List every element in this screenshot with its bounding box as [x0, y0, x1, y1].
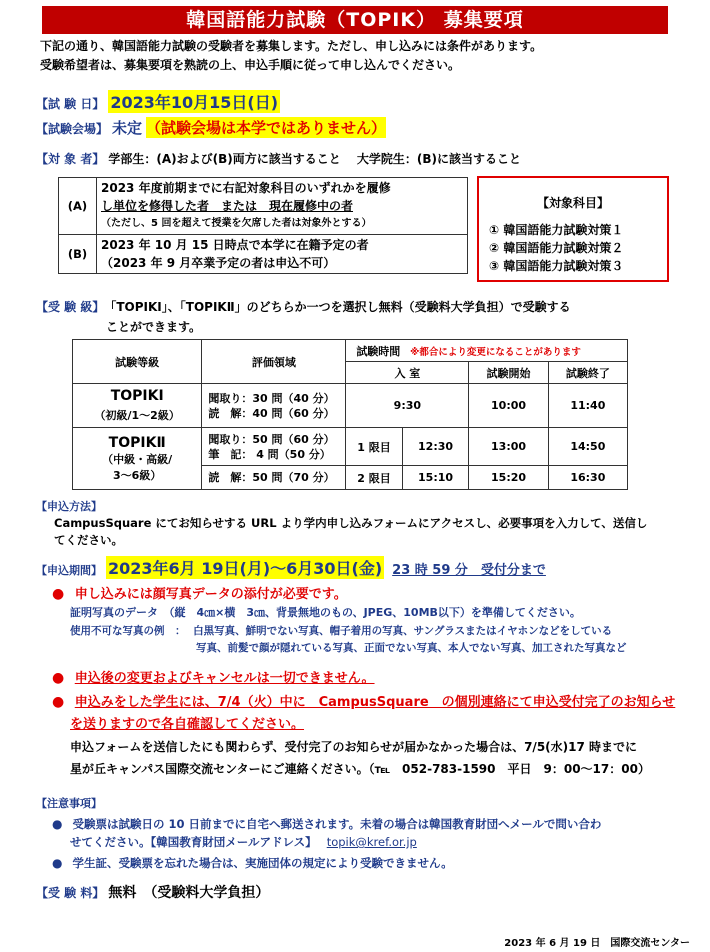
level-label: 【受 験 級】 — [36, 300, 105, 314]
notes-row — [36, 795, 102, 811]
topik1-area — [202, 384, 346, 428]
venue-note: （試験会場は本学ではありません） — [146, 119, 387, 137]
table-row — [59, 178, 468, 235]
page-title: 韓国語能力試験（TOPIK） 募集要項 — [42, 6, 668, 34]
schedule-header-level: 試験等級 — [73, 340, 202, 384]
footer-date: 2023 年 6 月 19 日 国際交流センター — [504, 938, 690, 949]
topik2-entry-2: 15:10 — [402, 466, 469, 490]
period-tail: 23 時 59 分 受付分まで — [392, 563, 546, 578]
intro-line-1: 下記の通り、韓国語能力試験の受験者を募集します。ただし、申し込みには条件があります。 — [40, 39, 543, 53]
photo-ng-2: 写真、前髪で顔が隠れている写真、正面でない写真、本人でない写真、加工された写真など — [196, 642, 627, 654]
period-row — [36, 556, 546, 579]
photo-row — [52, 583, 347, 602]
confirm-text-1: 申込みをした学生には、7/4（火）中に CampusSquare の個別連絡にて申込受付完了のお知らせ — [74, 695, 676, 710]
intro-line-2: 受験希望者は、募集要項を熟読の上、申込手順に従って申し込んでください。 — [40, 58, 461, 72]
fee-value: 無料 （受験料大学負担） — [108, 885, 270, 901]
level-text-2: ことができます。 — [106, 320, 202, 334]
topik2-area-a — [202, 428, 346, 466]
topik2-start-2: 15:20 — [469, 466, 548, 490]
topik2-area-1: 聞取り：50 問（60 分） — [208, 432, 335, 446]
topik2-sub-1: （中級・高級/ — [102, 452, 173, 466]
bullet-icon: ● — [52, 586, 65, 602]
topik2-area-2: 筆 記： 4 問（50 分） — [208, 447, 331, 461]
exam-date-value: 2023年10月15日(日) — [108, 90, 280, 113]
fee-row — [36, 882, 269, 902]
note-1b-text: せてください。【韓国教育財団メールアドレス】 — [70, 835, 317, 849]
topik2-end-1: 14:50 — [548, 428, 627, 466]
method-text-1: CampusSquare にてお知らせする URL より学内申し込みフォームにアクセスし、必要事項を入力して、送信し — [54, 516, 648, 530]
topik2-sub-2: 3～6級） — [113, 468, 162, 482]
confirm-text-4: 星が丘キャンパス国際交流センターにご連絡ください。（℡ 052-783-1590 平日 9：00～17：00） — [70, 762, 650, 776]
topik1-sub: （初級/1～2級） — [94, 409, 180, 422]
topik2-entry-1: 12:30 — [402, 428, 469, 466]
confirm-text-2: を送りますので各自確認してください。 — [70, 717, 305, 732]
bullet-icon: ● — [52, 856, 63, 870]
table-row — [73, 384, 628, 428]
table-row — [59, 235, 468, 274]
level-row — [36, 298, 571, 315]
fee-label: 【受 験 料】 — [36, 886, 105, 900]
venue-label: 【試験会場】 — [36, 122, 109, 136]
confirm-row — [52, 691, 675, 710]
subject-item: ① 韓国語能力試験対策１ — [489, 223, 624, 237]
target-a-line-1: 2023 年度前期までに右記対象科目のいずれかを履修 — [101, 181, 391, 195]
note-1-row — [52, 816, 601, 832]
topik1-entry: 9:30 — [346, 384, 469, 428]
target-desc-b — [97, 235, 468, 274]
schedule-table — [72, 339, 628, 490]
level-text-1: 「TOPIKⅠ」、「TOPIKⅡ」のどちらか一つを選択し無料（受験料大学負担）で受験する — [104, 300, 571, 314]
topik1-name: TOPIKⅠ — [110, 388, 164, 404]
bullet-icon: ● — [52, 670, 65, 686]
photo-main: 申し込みには顔写真データの添付が必要です。 — [74, 587, 347, 602]
photo-ng-label: 使用不可な写真の例 ： — [70, 625, 186, 637]
topik2-area-b: 読 解：50 問（70 分） — [202, 466, 346, 490]
table-row — [73, 340, 628, 362]
note-1-text: 受験票は試験日の 10 日前までに自宅へ郵送されます。未着の場合は韓国教育財団へメールで問い合わ — [72, 817, 602, 831]
topik2-end-2: 16:30 — [548, 466, 627, 490]
method-row — [36, 498, 102, 514]
target-b-line-2: （2023 年 9 月卒業予定の者は申込不可） — [101, 256, 336, 270]
schedule-note: ※都合により変更になることがあります — [410, 346, 581, 358]
notes-label: 【注意事項】 — [36, 797, 102, 810]
target-a-line-3: （ただし、5 回を超えて授業を欠席した者は対象外とする） — [101, 218, 372, 229]
photo-ng-row — [70, 623, 612, 638]
topik2-start-1: 13:00 — [469, 428, 548, 466]
target-key-b: (B) — [59, 235, 97, 274]
topik1-area-1: 聞取り：30 問（40 分） — [208, 391, 335, 405]
schedule-header-entry: 入 室 — [346, 362, 469, 384]
subject-item: ③ 韓国語能力試験対策３ — [489, 259, 624, 273]
photo-spec: 証明写真のデータ （縦 4㎝×横 3㎝、背景無地のもの、JPEG、10MB以下）を準備してください。 — [70, 606, 581, 619]
note-2-text: 学生証、受験票を忘れた場合は、実施団体の規定により受験できません。 — [72, 856, 453, 870]
eligible-text: 学部生：(A)および(B)両方に該当すること 大学院生：(B)に該当すること — [108, 152, 522, 166]
nochange-row — [52, 667, 375, 686]
schedule-header-start: 試験開始 — [469, 362, 548, 384]
exam-date-label: 【試 験 日】 — [36, 97, 105, 111]
topik1-start: 10:00 — [469, 384, 548, 428]
eligible-label: 【対 象 者】 — [36, 152, 105, 166]
topik2-level — [73, 428, 202, 490]
eligible-row — [36, 150, 521, 167]
target-table — [58, 177, 468, 274]
bullet-icon: ● — [52, 694, 65, 710]
topik1-area-2: 読 解：40 問（60 分） — [208, 406, 335, 420]
schedule-header-area: 評価領域 — [202, 340, 346, 384]
subjects-box — [477, 176, 669, 282]
period-value: 2023年6月 19日(月)～6月30日(金) — [106, 556, 384, 579]
confirm-text-3: 申込フォームを送信したにも関わらず、受付完了のお知らせが届かなかった場合は、7/5(水)17 時までに — [70, 740, 638, 754]
period-label: 【申込期間】 — [36, 564, 102, 577]
target-b-line-1: 2023 年 10 月 15 日時点で本学に在籍予定の者 — [101, 238, 369, 252]
email-link[interactable]: topik@kref.or.jp — [326, 835, 417, 849]
schedule-header-end: 試験終了 — [548, 362, 627, 384]
target-desc-a — [97, 178, 468, 235]
venue-value: 未定 — [112, 119, 143, 137]
note-2-row — [52, 855, 453, 871]
bullet-icon: ● — [52, 817, 63, 831]
topik2-period-1: 1 限目 — [346, 428, 402, 466]
venue-row — [36, 117, 386, 138]
topik1-end: 11:40 — [548, 384, 627, 428]
schedule-header-time — [346, 340, 628, 362]
note-1b-row — [70, 834, 417, 850]
topik2-period-2: 2 限目 — [346, 466, 402, 490]
subject-item: ② 韓国語能力試験対策２ — [489, 241, 624, 255]
target-key-a: (A) — [59, 178, 97, 235]
table-row — [73, 428, 628, 466]
target-a-line-2 — [101, 197, 463, 215]
topik2-name: TOPIKⅡ — [108, 434, 166, 451]
schedule-header-time-label: 試験時間 — [356, 344, 401, 358]
nochange-text: 申込後の変更およびキャンセルは一切できません。 — [74, 671, 375, 686]
topik1-level — [73, 384, 202, 428]
target-a-line-2-text: し単位を修得した者 または 現在履修中の者 — [101, 199, 354, 213]
method-label: 【申込方法】 — [36, 500, 102, 513]
photo-ng-1: 白黒写真、鮮明でない写真、帽子着用の写真、サングラスまたはイヤホンなどをしている — [193, 625, 613, 637]
subjects-header: 【対象科目】 — [536, 196, 609, 210]
exam-date-row — [36, 90, 280, 113]
method-text-2: てください。 — [54, 533, 123, 547]
